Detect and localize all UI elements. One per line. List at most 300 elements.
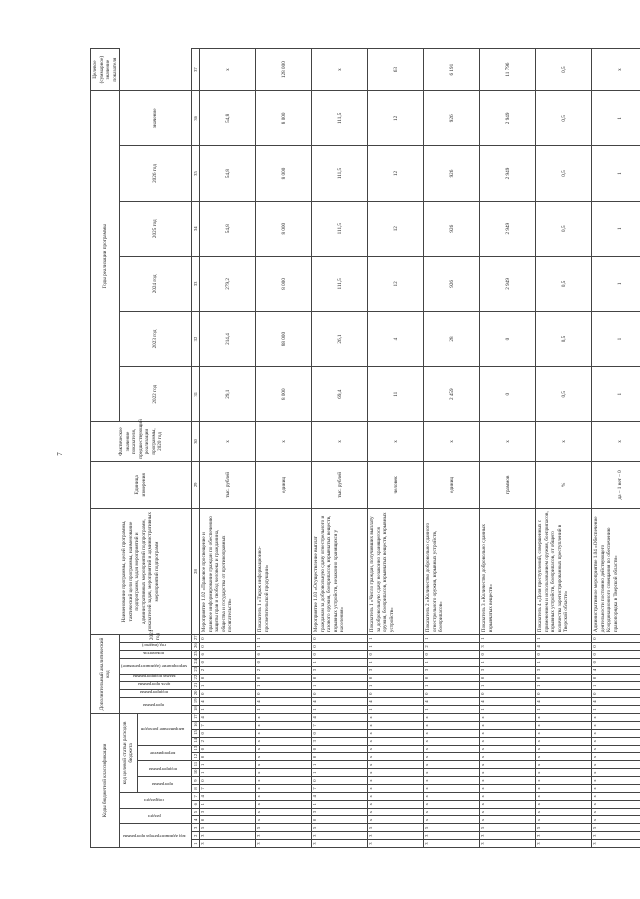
column-index-cell: 10: [191, 769, 200, 777]
code-cell: 3: [368, 832, 424, 840]
code-cell: 0: [312, 650, 368, 658]
code-cell: 0: [200, 635, 256, 643]
code-cell: х: [592, 729, 640, 737]
column-index-cell: 36: [191, 91, 200, 146]
programma2-header: программа: [143, 703, 165, 709]
code-cell: 4: [200, 792, 256, 800]
code-cell: 1: [424, 658, 480, 666]
code-cell: 3: [536, 840, 592, 848]
code-cell: 0: [592, 690, 640, 698]
row-name-cell: Административное мероприятие 1.04 «Обеспечение деятельности постоянно действующего Координационного совещания по обеспечению правопорядка в Тверской области»: [592, 508, 640, 634]
code-cell: 0: [200, 777, 256, 785]
column-index-row: [191, 49, 200, 848]
unit-cell: человек: [368, 461, 424, 508]
fact-cell: х: [200, 422, 256, 461]
unit-cell: единиц: [424, 461, 480, 508]
code-cell: х: [368, 808, 424, 816]
code-cell: 1: [592, 682, 640, 690]
value-2024-cell: 8 000: [256, 201, 312, 256]
value-2024-cell: 12: [368, 201, 424, 256]
code-cell: 1: [368, 658, 424, 666]
code-cell: 4: [256, 698, 312, 706]
code-cell: 0: [368, 674, 424, 682]
code-cell: х: [368, 761, 424, 769]
code-cell: 3: [424, 832, 480, 840]
code-cell: х: [256, 737, 312, 745]
value-2025-cell: 926: [424, 146, 480, 201]
code-cell: х: [536, 745, 592, 753]
code-cell: 1: [536, 658, 592, 666]
code-cell: 3: [200, 832, 256, 840]
code-cell: 1: [368, 635, 424, 643]
code-cell: 0: [424, 690, 480, 698]
code-cell: х: [592, 753, 640, 761]
code-cell: 0: [256, 690, 312, 698]
column-index-cell: 27: [191, 635, 200, 643]
target-value-cell: 128 000: [256, 49, 312, 91]
code-cell: х: [592, 713, 640, 721]
code-cell: 0: [200, 658, 256, 666]
row-name-cell: Показатель 1 «Тираж информационно-просветительской продукции»: [256, 508, 312, 634]
column-index-cell: 21: [191, 682, 200, 690]
code-cell: 1: [368, 682, 424, 690]
code-cell: х: [592, 737, 640, 745]
code-cell: 0: [200, 729, 256, 737]
code-cell: х: [256, 722, 312, 730]
code-cell: 0: [424, 650, 480, 658]
code-cell: 1: [480, 635, 536, 643]
value-2021-cell: 29,1: [200, 367, 256, 422]
code-cell: 1: [424, 635, 480, 643]
code-cell: х: [592, 722, 640, 730]
code-cell: х: [536, 761, 592, 769]
code-cell: х: [480, 769, 536, 777]
code-cell: х: [368, 729, 424, 737]
code-cell: 0: [592, 643, 640, 651]
unit-cell: тыс. рублей: [312, 461, 368, 508]
column-index-cell: 35: [191, 146, 200, 201]
year-2026-header: 2026 год: [120, 146, 192, 201]
value-2024-cell: 0,5: [536, 201, 592, 256]
code-cell: 0: [200, 690, 256, 698]
column-index-cell: 1: [191, 840, 200, 848]
code-cell: х: [592, 808, 640, 816]
podprogramma-header: подпрограмма: [148, 766, 177, 772]
code-cell: 1: [312, 658, 368, 666]
podrazdel-header: подраздел: [144, 798, 164, 804]
code-cell: х: [256, 792, 312, 800]
code-cell: х: [256, 816, 312, 824]
code-cell: 7: [312, 785, 368, 793]
target-value-header: значение: [120, 91, 192, 146]
value-2022-cell: 28: [424, 311, 480, 366]
table-row: [368, 49, 424, 848]
table-row: [312, 49, 368, 848]
code-cell: 0: [200, 674, 256, 682]
code-cell: х: [480, 713, 536, 721]
admin-code-header: код администратора программы: [122, 833, 186, 839]
code-cell: х: [592, 761, 640, 769]
code-cell: х: [424, 729, 480, 737]
column-index-cell: 2: [191, 832, 200, 840]
code-cell: 1: [256, 643, 312, 651]
code-cell: 0: [200, 753, 256, 761]
code-cell: 0: [312, 690, 368, 698]
column-index-cell: 11: [191, 761, 200, 769]
column-index-cell: 3: [191, 824, 200, 832]
column-index-cell: 28: [191, 508, 200, 634]
column-index-cell: 9: [191, 777, 200, 785]
column-index-cell: 34: [191, 201, 200, 256]
code-cell: 1: [424, 682, 480, 690]
code-cell: х: [536, 785, 592, 793]
code-cell: х: [536, 729, 592, 737]
code-cell: 1: [312, 682, 368, 690]
task-header: задача подпрограммы: [132, 674, 176, 680]
code-cell: 4: [536, 698, 592, 706]
value-2024-cell: 2 949: [480, 201, 536, 256]
programma-header: программа: [152, 782, 174, 788]
code-cell: х: [480, 808, 536, 816]
value-2026-cell: 54,8: [200, 91, 256, 146]
table-row: [256, 49, 312, 848]
code-cell: х: [536, 722, 592, 730]
code-cell: х: [592, 785, 640, 793]
code-cell: 0: [200, 745, 256, 753]
value-2021-cell: 8 000: [256, 367, 312, 422]
code-cell: 0: [312, 643, 368, 651]
code-cell: х: [256, 777, 312, 785]
code-cell: 1: [536, 682, 592, 690]
code-cell: 4: [312, 792, 368, 800]
code-cell: х: [480, 785, 536, 793]
code-cell: 4: [592, 698, 640, 706]
code-cell: х: [536, 808, 592, 816]
name-column-header: Наименование программы, целей программы, тактический цели программы, наименование подпрограмм, задач мероприятий и административных мероприятий подпрограмм, показателей задач, мероприятий и административных мероприятий подпрограмм: [91, 508, 192, 634]
value-2021-cell: 0: [480, 367, 536, 422]
column-index-cell: 20: [191, 690, 200, 698]
value-2023-cell: 111,5: [312, 256, 368, 311]
column-index-cell: 15: [191, 729, 200, 737]
table-row: [480, 49, 536, 848]
code-cell: х: [424, 777, 480, 785]
code-cell: 0: [200, 643, 256, 651]
code-cell: х: [256, 785, 312, 793]
code-cell: х: [480, 761, 536, 769]
code-cell: х: [368, 792, 424, 800]
code-cell: 2: [424, 643, 480, 651]
code-cell: 4: [536, 643, 592, 651]
value-2025-cell: 12: [368, 146, 424, 201]
code-cell: х: [424, 753, 480, 761]
column-index-cell: 4: [191, 816, 200, 824]
code-cell: 0: [312, 753, 368, 761]
code-cell: х: [368, 816, 424, 824]
value-2025-cell: 2 949: [480, 146, 536, 201]
code-cell: 0: [200, 816, 256, 824]
code-cell: 3: [368, 840, 424, 848]
code-cell: х: [480, 737, 536, 745]
column-index-cell: 23: [191, 666, 200, 674]
code-cell: 3: [312, 808, 368, 816]
code-cell: 7: [312, 722, 368, 730]
value-2026-cell: 1: [592, 91, 640, 146]
code-cell: 0: [368, 690, 424, 698]
column-index-cell: 14: [191, 737, 200, 745]
code-cell: х: [368, 713, 424, 721]
value-2022-cell: 0,5: [536, 311, 592, 366]
code-cell: 3: [592, 832, 640, 840]
code-cell: х: [592, 769, 640, 777]
code-cell: 1: [480, 658, 536, 666]
code-cell: 1: [536, 635, 592, 643]
code-cell: 0: [592, 674, 640, 682]
code-cell: 5: [424, 824, 480, 832]
value-2025-cell: 0,5: [536, 146, 592, 201]
row-name-cell: Показатель 1 «Число граждан, получивших выплату за добровольную сдачу незаконно хранящегося оружия, боеприпасов, взрывчатых веществ, взрывных устройств»: [368, 508, 424, 634]
table-body: [200, 49, 640, 848]
value-2021-cell: 1: [592, 367, 640, 422]
code-cell: 0: [368, 650, 424, 658]
code-cell: 6: [200, 650, 256, 658]
code-cell: 3: [368, 666, 424, 674]
code-cell: 0: [312, 729, 368, 737]
code-cell: 7: [200, 722, 256, 730]
code-cell: х: [536, 816, 592, 824]
target-value-cell: х: [592, 49, 640, 91]
code-cell: х: [424, 737, 480, 745]
value-2023-cell: 926: [424, 256, 480, 311]
code-cell: 1: [536, 706, 592, 714]
code-cell: 0: [480, 650, 536, 658]
code-cell: 1: [368, 706, 424, 714]
code-cell: х: [256, 753, 312, 761]
code-cell: х: [256, 729, 312, 737]
code-cell: 3: [256, 840, 312, 848]
unit-cell: да – 1 нет – 0: [592, 461, 640, 508]
code-cell: 1: [312, 706, 368, 714]
column-index-cell: 22: [191, 674, 200, 682]
column-index-cell: 37: [191, 49, 200, 91]
row-name-cell: Мероприятие 1.03 «Осуществление выплат гражданам за добровольную сдачу огнестрельного и газового оружия, боеприпасов, взрывчатых веществ, взрывных устройств, незаконно хранящихся у населения»: [312, 508, 368, 634]
code-cell: 0: [424, 674, 480, 682]
year-2024-header: 2024 год: [120, 256, 192, 311]
fact-column-header: Фактическое значение показателя, предшествующий реализации программы, 2020 год: [91, 422, 192, 461]
column-index-cell: 7: [191, 792, 200, 800]
code-cell: х: [424, 808, 480, 816]
meropriyatie-header: мероприятие: [150, 750, 176, 756]
code-cell: 1: [200, 769, 256, 777]
value-2021-cell: 0,5: [536, 367, 592, 422]
code-cell: 3: [536, 832, 592, 840]
code-cell: х: [368, 777, 424, 785]
code-cell: 3: [424, 666, 480, 674]
code-cell: х: [536, 753, 592, 761]
value-2025-cell: 111,5: [312, 146, 368, 201]
value-2021-cell: 69,4: [312, 367, 368, 422]
code-cell: х: [536, 713, 592, 721]
column-index-cell: 8: [191, 785, 200, 793]
row-name-cell: Показатель 4 «Доля преступлений, совершенных с применением и использованием оружия, боеприпасов, взрывных устройств, боеприпасов, от общего количества зарегистрированных преступлений в Тверской области»: [536, 508, 592, 634]
code-cell: 1: [592, 706, 640, 714]
code-cell: 0: [592, 635, 640, 643]
value-2026-cell: 2 949: [480, 91, 536, 146]
column-index-cell: 18: [191, 706, 200, 714]
value-2023-cell: 2 949: [480, 256, 536, 311]
goal-header: цель программы: [137, 682, 171, 688]
value-2021-cell: 11: [368, 367, 424, 422]
row-name-cell: Мероприятие 1.02 «Правовое просвещение и правовое информирование граждан по обеспечению защиты прав и свобод человека и гражданина, общества и государства от противоправных посягательств»: [200, 508, 256, 634]
code-cell: х: [592, 800, 640, 808]
code-cell: 1: [368, 643, 424, 651]
code-cell: 5: [200, 824, 256, 832]
code-cell: х: [256, 808, 312, 816]
column-index-cell: 13: [191, 745, 200, 753]
code-cell: 1: [256, 682, 312, 690]
code-cell: х: [480, 745, 536, 753]
value-2026-cell: 8 000: [256, 91, 312, 146]
table-row: [424, 49, 480, 848]
value-2025-cell: 1: [592, 146, 640, 201]
code-cell: 4: [368, 698, 424, 706]
code-cell: 0: [312, 674, 368, 682]
year-2021-header: 2021 год: [120, 635, 192, 643]
code-cell: 0: [480, 674, 536, 682]
year-2025-header: 2025 год: [120, 201, 192, 256]
fact-cell: х: [368, 422, 424, 461]
code-cell: 3: [424, 840, 480, 848]
value-2023-cell: 0,5: [536, 256, 592, 311]
code-cell: 0: [256, 674, 312, 682]
code-cell: 4: [480, 698, 536, 706]
measure-code-header: мероприятие (административное): [121, 664, 188, 670]
code-cell: 3: [312, 666, 368, 674]
code-cell: 4: [424, 698, 480, 706]
code-cell: 6: [256, 650, 312, 658]
code-cell: х: [256, 800, 312, 808]
code-cell: 4: [200, 698, 256, 706]
code-cell: х: [424, 745, 480, 753]
code-cell: 1: [480, 682, 536, 690]
column-index-cell: 16: [191, 722, 200, 730]
code-cell: 1: [312, 761, 368, 769]
code-cell: 3: [256, 832, 312, 840]
code-cell: х: [424, 785, 480, 793]
row-name-cell: Показатель 2 «Количество добровольно сданного огнестрельного оружия, взрывных устройств, боеприпасов»: [424, 508, 480, 634]
column-index-cell: 25: [191, 650, 200, 658]
code-cell: х: [480, 792, 536, 800]
code-cell: х: [592, 745, 640, 753]
indicator-code-header: показатель: [143, 650, 165, 656]
code-cell: х: [480, 722, 536, 730]
code-cell: х: [368, 737, 424, 745]
year-2023-header: 2023 год: [120, 311, 192, 366]
value-2024-cell: 926: [424, 201, 480, 256]
code-cell: х: [424, 816, 480, 824]
unit-cell: тыс. рублей: [200, 461, 256, 508]
fact-cell: х: [312, 422, 368, 461]
code-cell: 3: [312, 737, 368, 745]
fact-cell: х: [592, 422, 640, 461]
value-2026-cell: 12: [368, 91, 424, 146]
code-cell: 5: [480, 824, 536, 832]
code-cell: 3: [536, 666, 592, 674]
code-cell: 0: [536, 690, 592, 698]
column-index-cell: 31: [191, 367, 200, 422]
target-value-cell: х: [200, 49, 256, 91]
target-value-cell: 0,5: [536, 49, 592, 91]
code-cell: 4: [592, 666, 640, 674]
target-value-cell: 63: [368, 49, 424, 91]
code-cell: х: [368, 745, 424, 753]
value-2026-cell: 926: [424, 91, 480, 146]
value-2021-cell: 2 459: [424, 367, 480, 422]
code-cell: х: [424, 800, 480, 808]
value-2023-cell: 1: [592, 256, 640, 311]
year-2022-header: 2022 год: [120, 367, 192, 422]
column-index-cell: 24: [191, 658, 200, 666]
code-cell: х: [536, 737, 592, 745]
column-index-cell: 5: [191, 808, 200, 816]
unit-cell: единиц: [256, 461, 312, 508]
target-group-header: Целевое (суммарное) значение показателя: [91, 49, 120, 91]
code-cell: х: [536, 800, 592, 808]
code-cell: 0: [312, 745, 368, 753]
code-cell: х: [592, 792, 640, 800]
program-table-sheet: [90, 48, 623, 848]
code-cell: 3: [200, 840, 256, 848]
value-2026-cell: 0,5: [536, 91, 592, 146]
code-cell: х: [480, 729, 536, 737]
row-name-cell: Показатель 3 «Количество добровольно сданных взрывчатых веществ»: [480, 508, 536, 634]
years-group-header: Годы реализации программы: [91, 91, 120, 422]
code-cell: 3: [480, 832, 536, 840]
code-cell: 1: [200, 682, 256, 690]
year-index-header: год (индекс): [142, 642, 166, 648]
value-2023-cell: 8 000: [256, 256, 312, 311]
code-cell: 5: [536, 824, 592, 832]
code-cell: 1: [200, 761, 256, 769]
code-cell: х: [256, 745, 312, 753]
code-cell: 2: [200, 666, 256, 674]
code-cell: 0: [312, 777, 368, 785]
unit-cell: %: [536, 461, 592, 508]
code-cell: 0: [592, 650, 640, 658]
code-cell: х: [368, 722, 424, 730]
value-2024-cell: 1: [592, 201, 640, 256]
value-2022-cell: 1: [592, 311, 640, 366]
code-cell: 1: [256, 706, 312, 714]
code-cell: х: [424, 769, 480, 777]
column-index-cell: 30: [191, 422, 200, 461]
column-index-cell: 17: [191, 713, 200, 721]
column-index-cell: 33: [191, 256, 200, 311]
code-cell: 5: [368, 824, 424, 832]
code-cell: 1: [480, 706, 536, 714]
value-2025-cell: 54,8: [200, 146, 256, 201]
code-cell: х: [368, 769, 424, 777]
code-cell: 1: [256, 635, 312, 643]
code-cell: 2: [256, 666, 312, 674]
column-index-cell: 19: [191, 698, 200, 706]
code-cell: 1: [200, 800, 256, 808]
code-cell: 0: [536, 674, 592, 682]
code-cell: х: [256, 761, 312, 769]
code-cell: х: [424, 713, 480, 721]
column-index-cell: 32: [191, 311, 200, 366]
kbk-group-header: Коды бюджетной классификации: [91, 713, 120, 847]
extra-code-group-header: Дополнительный аналитический код: [91, 635, 120, 714]
